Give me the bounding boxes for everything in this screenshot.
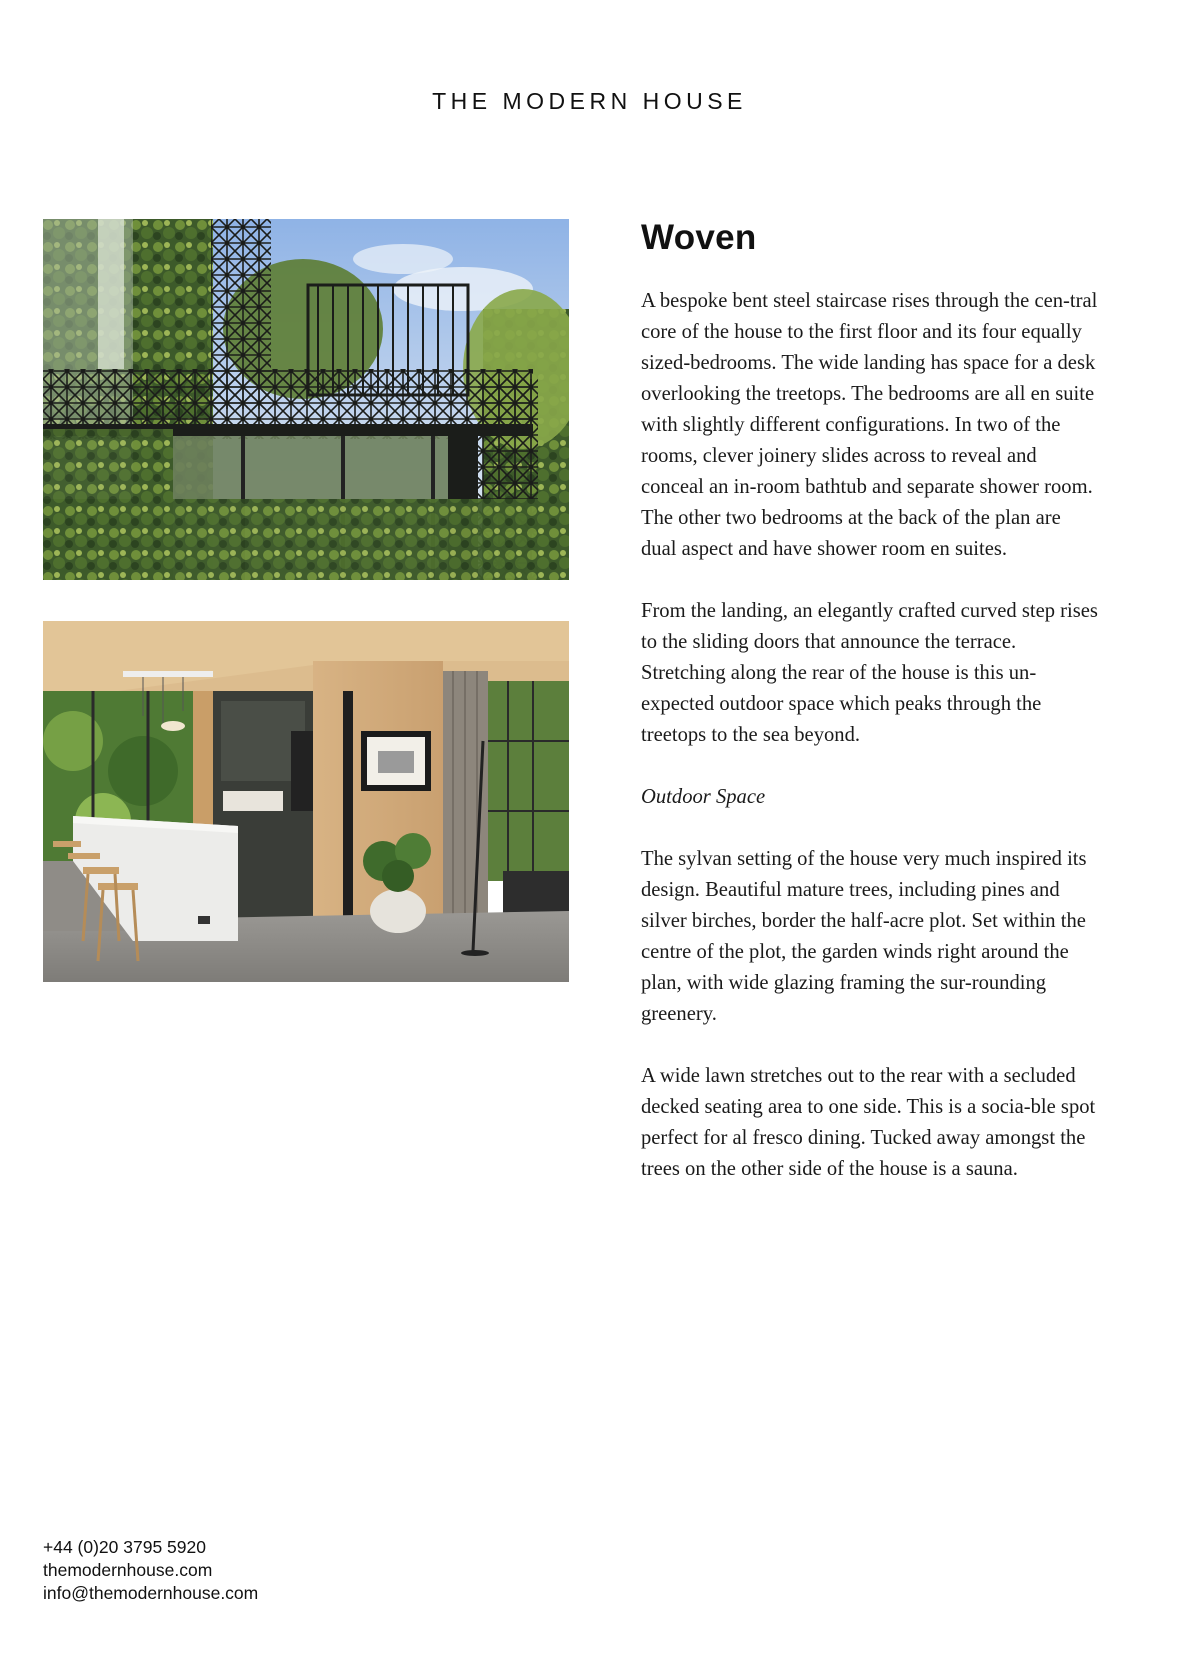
article <box>641 218 1101 1216</box>
article-paragraph-4: A wide lawn stretches out to the rear with a secluded decked seating area to one side. This is a socia-ble spot perfect for al fresco dining. Tucked away amongst the trees on the other side of the house is a sauna. <box>641 1065 1096 1180</box>
exterior-staircase-photo <box>43 219 569 580</box>
contact-info <box>43 1536 258 1605</box>
brand-logo: THE MODERN HOUSE <box>432 88 747 114</box>
kitchen-interior-photo <box>43 621 569 982</box>
phone-number[interactable]: +44 (0)20 3795 5920 <box>43 1537 206 1557</box>
article-paragraph-1: A bespoke bent steel staircase rises through the cen-tral core of the house to the first floor and its four equally sized-bedrooms. The wide landing has space for a desk overlooking the treetops. The bedrooms are all en suite with slightly different configurations. In two of the rooms, clever joinery slides across to reveal and conceal an in-room bathtub and separate shower room. The other two bedrooms at the back of the plan are dual aspect and have shower room en suites. <box>641 290 1098 560</box>
email-link[interactable]: info@themodernhouse.com <box>43 1583 259 1603</box>
article-title: Woven <box>641 218 757 257</box>
website-link[interactable]: themodernhouse.com <box>43 1560 213 1580</box>
article-paragraph-3: The sylvan setting of the house very much inspired its design. Beautiful mature trees, including pines and silver birches, border the half-acre plot. Set within the centre of the plot, the garden winds right around the plan, with wide glazing framing the sur-rounding greenery. <box>641 848 1087 1025</box>
article-paragraph-2: From the landing, an elegantly crafted curved step rises to the sliding doors that announce the terrace. Stretching along the rear of the house is this un-expected outdoor space which peaks through the treetops to the sea beyond. <box>641 600 1098 746</box>
section-subheading: Outdoor Space <box>641 786 766 808</box>
